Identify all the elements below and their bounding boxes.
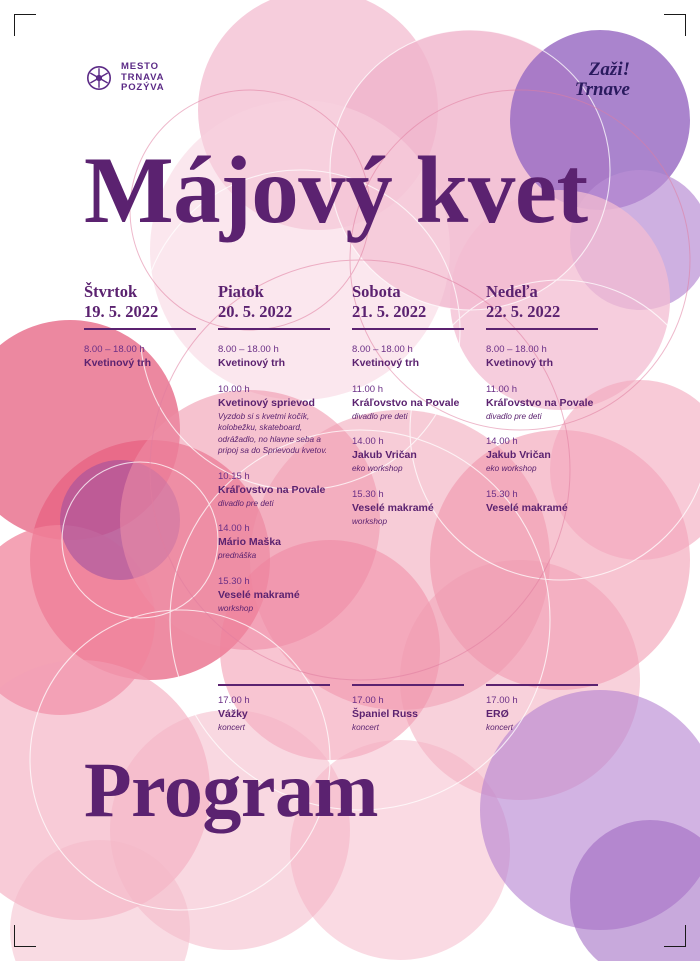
event-time: 11.00 h xyxy=(352,383,383,395)
event-time: 14.00 h xyxy=(486,436,518,447)
concert-column xyxy=(486,684,620,733)
event-item xyxy=(486,489,608,515)
event-list xyxy=(486,344,608,515)
logo-line-3: POZÝVA xyxy=(121,82,165,94)
concert-time: 17.00 h xyxy=(218,694,250,706)
slogan xyxy=(575,60,630,100)
event-description: eko workshop xyxy=(486,464,537,473)
event-title: Kvetinový trh xyxy=(352,356,420,369)
program-columns xyxy=(84,282,620,628)
concert-description: koncert xyxy=(352,722,379,732)
slogan-line-2: Trnave xyxy=(574,79,630,100)
event-item xyxy=(218,523,340,562)
event-description: prednáška xyxy=(218,551,257,560)
concert-divider xyxy=(352,684,464,686)
concert-divider xyxy=(218,684,330,686)
event-title: Kvetinový trh xyxy=(218,356,286,369)
concert-title: ERØ xyxy=(486,707,509,720)
event-item xyxy=(352,344,474,370)
event-item xyxy=(84,344,206,370)
crop-mark xyxy=(664,14,686,15)
event-time: 8.00 – 18.00 h xyxy=(352,343,413,355)
crop-mark xyxy=(14,14,15,36)
concert-column xyxy=(218,684,352,733)
column-date: 19. 5. 2022 xyxy=(84,302,159,321)
event-title: Veselé makramé xyxy=(486,501,568,514)
event-title: Jakub Vričan xyxy=(486,449,551,461)
concert-title: Španiel Russ xyxy=(352,707,418,720)
program-column xyxy=(218,282,352,628)
event-description: divadlo pre deti xyxy=(352,411,408,421)
logo-line-1: MESTO xyxy=(121,61,159,72)
concert-time: 17.00 h xyxy=(486,694,518,706)
event-time: 14.00 h xyxy=(352,436,384,447)
event-description: divadlo pre deti xyxy=(218,498,274,508)
concert-row xyxy=(84,684,620,733)
crop-mark xyxy=(685,14,686,36)
event-description: workshop xyxy=(352,516,388,526)
concert-divider xyxy=(486,684,598,686)
event-title: Kvetinový sprievod xyxy=(218,396,315,409)
column-date: 22. 5. 2022 xyxy=(486,302,561,321)
event-time: 8.00 – 18.00 h xyxy=(486,343,547,355)
event-description: divadlo pre deti xyxy=(486,411,542,421)
concert-title: Vážky xyxy=(218,707,248,720)
column-divider xyxy=(486,328,598,330)
event-time: 15.30 h xyxy=(486,488,518,500)
column-divider xyxy=(84,328,196,330)
event-title: Kvetinový trh xyxy=(84,356,152,369)
event-title: Kráľovstvo na Povale xyxy=(352,396,460,409)
concert-column xyxy=(84,684,218,733)
crop-mark xyxy=(14,925,15,947)
concert-description: koncert xyxy=(218,722,245,732)
concert-time: 17.00 h xyxy=(352,694,384,706)
column-day: Nedeľa xyxy=(486,282,538,301)
event-title: Kvetinový trh xyxy=(486,356,554,369)
event-description: Vyzdob si s kvetmi kočík, kolobežku, skateboard, odrážadlo, no hlavne seba a pripoj sa do Sprievodu kvetov. xyxy=(218,411,328,455)
crop-mark xyxy=(14,14,36,15)
event-list xyxy=(84,344,206,370)
slogan-line-1: Zaži! xyxy=(588,59,630,80)
event-item xyxy=(352,384,474,423)
event-time: 15.30 h xyxy=(352,488,384,500)
column-day: Piatok xyxy=(218,282,264,301)
column-day: Sobota xyxy=(352,282,401,301)
event-title: Jakub Vričan xyxy=(352,449,417,461)
program-heading: Program xyxy=(84,746,378,833)
concert-description: koncert xyxy=(486,722,513,732)
event-description: workshop xyxy=(218,603,254,613)
event-item xyxy=(218,471,340,510)
event-list xyxy=(352,344,474,528)
event-title: Veselé makramé xyxy=(218,588,300,601)
column-divider xyxy=(352,328,464,330)
program-column xyxy=(84,282,218,628)
concert-column xyxy=(352,684,486,733)
event-time: 11.00 h xyxy=(486,383,517,395)
program-column xyxy=(352,282,486,628)
event-time: 15.30 h xyxy=(218,575,250,587)
column-divider xyxy=(218,328,330,330)
program-column xyxy=(486,282,620,628)
event-item xyxy=(486,344,608,370)
crop-mark xyxy=(664,946,686,947)
event-time: 10.15 h xyxy=(218,470,250,482)
event-title: Kráľovstvo na Povale xyxy=(486,396,594,409)
event-description: eko workshop xyxy=(352,464,403,473)
event-time: 14.00 h xyxy=(218,523,250,534)
event-item xyxy=(218,344,340,370)
column-day: Štvrtok xyxy=(84,282,138,301)
column-date: 21. 5. 2022 xyxy=(352,302,427,321)
crop-mark xyxy=(14,946,36,947)
event-item xyxy=(486,384,608,423)
column-date: 20. 5. 2022 xyxy=(218,302,293,321)
event-time: 10.00 h xyxy=(218,383,250,395)
event-title: Mário Maška xyxy=(218,536,282,548)
event-title: Kráľovstvo na Povale xyxy=(218,483,326,496)
crop-mark xyxy=(685,925,686,947)
page-title: Májový kvet xyxy=(84,137,588,243)
event-item xyxy=(218,576,340,615)
event-item xyxy=(486,436,608,475)
city-logo xyxy=(86,62,165,94)
logo-line-2: TRNAVA xyxy=(121,71,165,83)
event-item xyxy=(352,489,474,528)
event-time: 8.00 – 18.00 h xyxy=(218,343,279,355)
event-item xyxy=(218,384,340,457)
event-list xyxy=(218,344,340,615)
logo-text xyxy=(121,62,165,94)
event-title: Veselé makramé xyxy=(352,501,434,514)
trnava-wheel-icon xyxy=(86,65,112,91)
event-item xyxy=(352,436,474,475)
event-time: 8.00 – 18.00 h xyxy=(84,343,145,355)
